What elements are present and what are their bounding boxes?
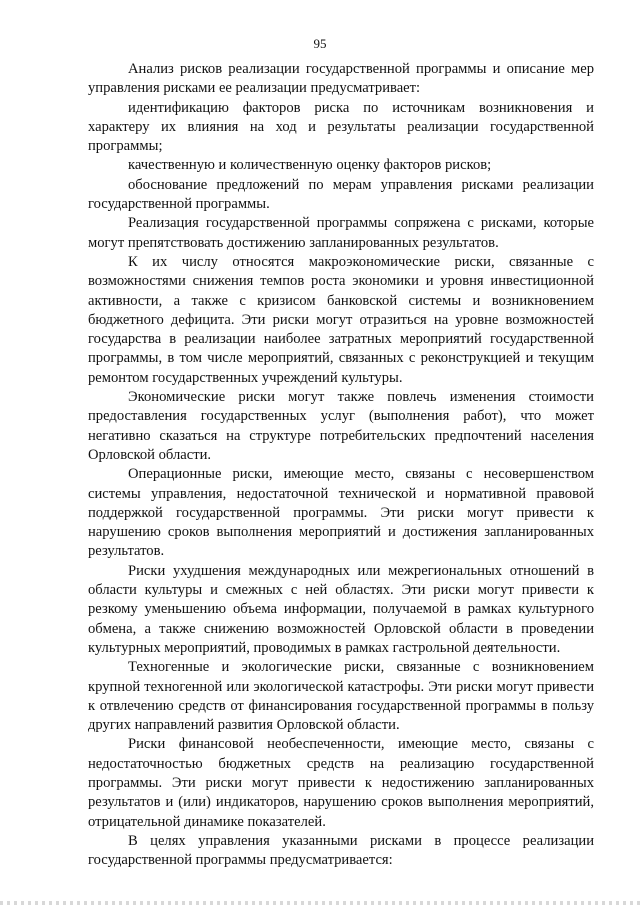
paragraph-risk-identification: идентификацию факторов риска по источникам возникновения и характеру их влияния на ход и результаты реализации государственной программы; xyxy=(88,99,594,155)
paragraph-risk-management: В целях управления указанными рисками в процессе реализации государственной программы предусматривается: xyxy=(88,832,594,869)
paragraph-relations-risks: Риски ухудшения международных или межрегиональных отношений в области культуры и смежных с ней областях. Эти риски могут привести к резкому уменьшению объема информации, получаемой в рамках культурного обмена, а также снижению возможностей Орловской области в проведении культурных мероприятий, проводимых в рамках гастрольной деятельности. xyxy=(88,562,594,656)
paragraph-operational-risks: Операционные риски, имеющие место, связаны с несовершенством системы управления, недостаточной технической и нормативной правовой поддержкой государственной программы. Эти риски могут привести к нарушению сроков выполнения мероприятий и достижения запланированных результатов. xyxy=(88,466,594,560)
paragraph-program-risks: Реализация государственной программы сопряжена с рисками, которые могут препятствовать достижению запланированных результатов. xyxy=(88,215,594,251)
paragraph-risk-analysis-intro: Анализ рисков реализации государственной программы и описание мер управления рисками ее реализации предусматривает: xyxy=(88,61,594,97)
paragraph-technogenic-risks: Техногенные и экологические риски, связанные с возникновением крупной техногенной или экологической катастрофы. Эти риски могут привести к отвлечению средств от финансирования государственной программы в пользу других направлений развития Орловской области. xyxy=(88,659,594,734)
page-number: 95 xyxy=(313,36,327,51)
paragraph-risk-assessment: качественную и количественную оценку факторов рисков; xyxy=(128,157,492,174)
paragraph-macroeconomic-risks: К их числу относятся макроэкономические риски, связанные с возможностями снижения темпов роста экономики и уровня инвестиционной активности, а также с кризисом банковской системы и возникновением бюджетного дефицита. Эти риски могут отразиться на уровне возможностей государства в реализации наиболее затратных мероприятий государственной программы, в том числе мероприятий, связанных с реконструкцией и текущим ремонтом государственных учреждений культуры. xyxy=(88,253,594,386)
paragraph-risk-proposals: обоснование предложений по мерам управления рисками реализации государственной программы. xyxy=(88,176,594,213)
paragraph-economic-risks: Экономические риски могут также повлечь изменения стоимости предоставления государственных услуг (выполнения работ), что может негативно сказаться на структуре потребительских предпочтений населения Орловской области. xyxy=(88,389,594,463)
paragraph-financial-risks: Риски финансовой необеспеченности, имеющие место, связаны с недостаточностью бюджетных средств на реализацию государственной программы. Эти риски могут привести к недостижению запланированных результатов и (или) индикаторов, нарушению сроков выполнения мероприятий, отрицательной динамике показателей. xyxy=(88,736,594,830)
document-body xyxy=(88,60,594,870)
scan-bottom-edge xyxy=(0,901,640,905)
